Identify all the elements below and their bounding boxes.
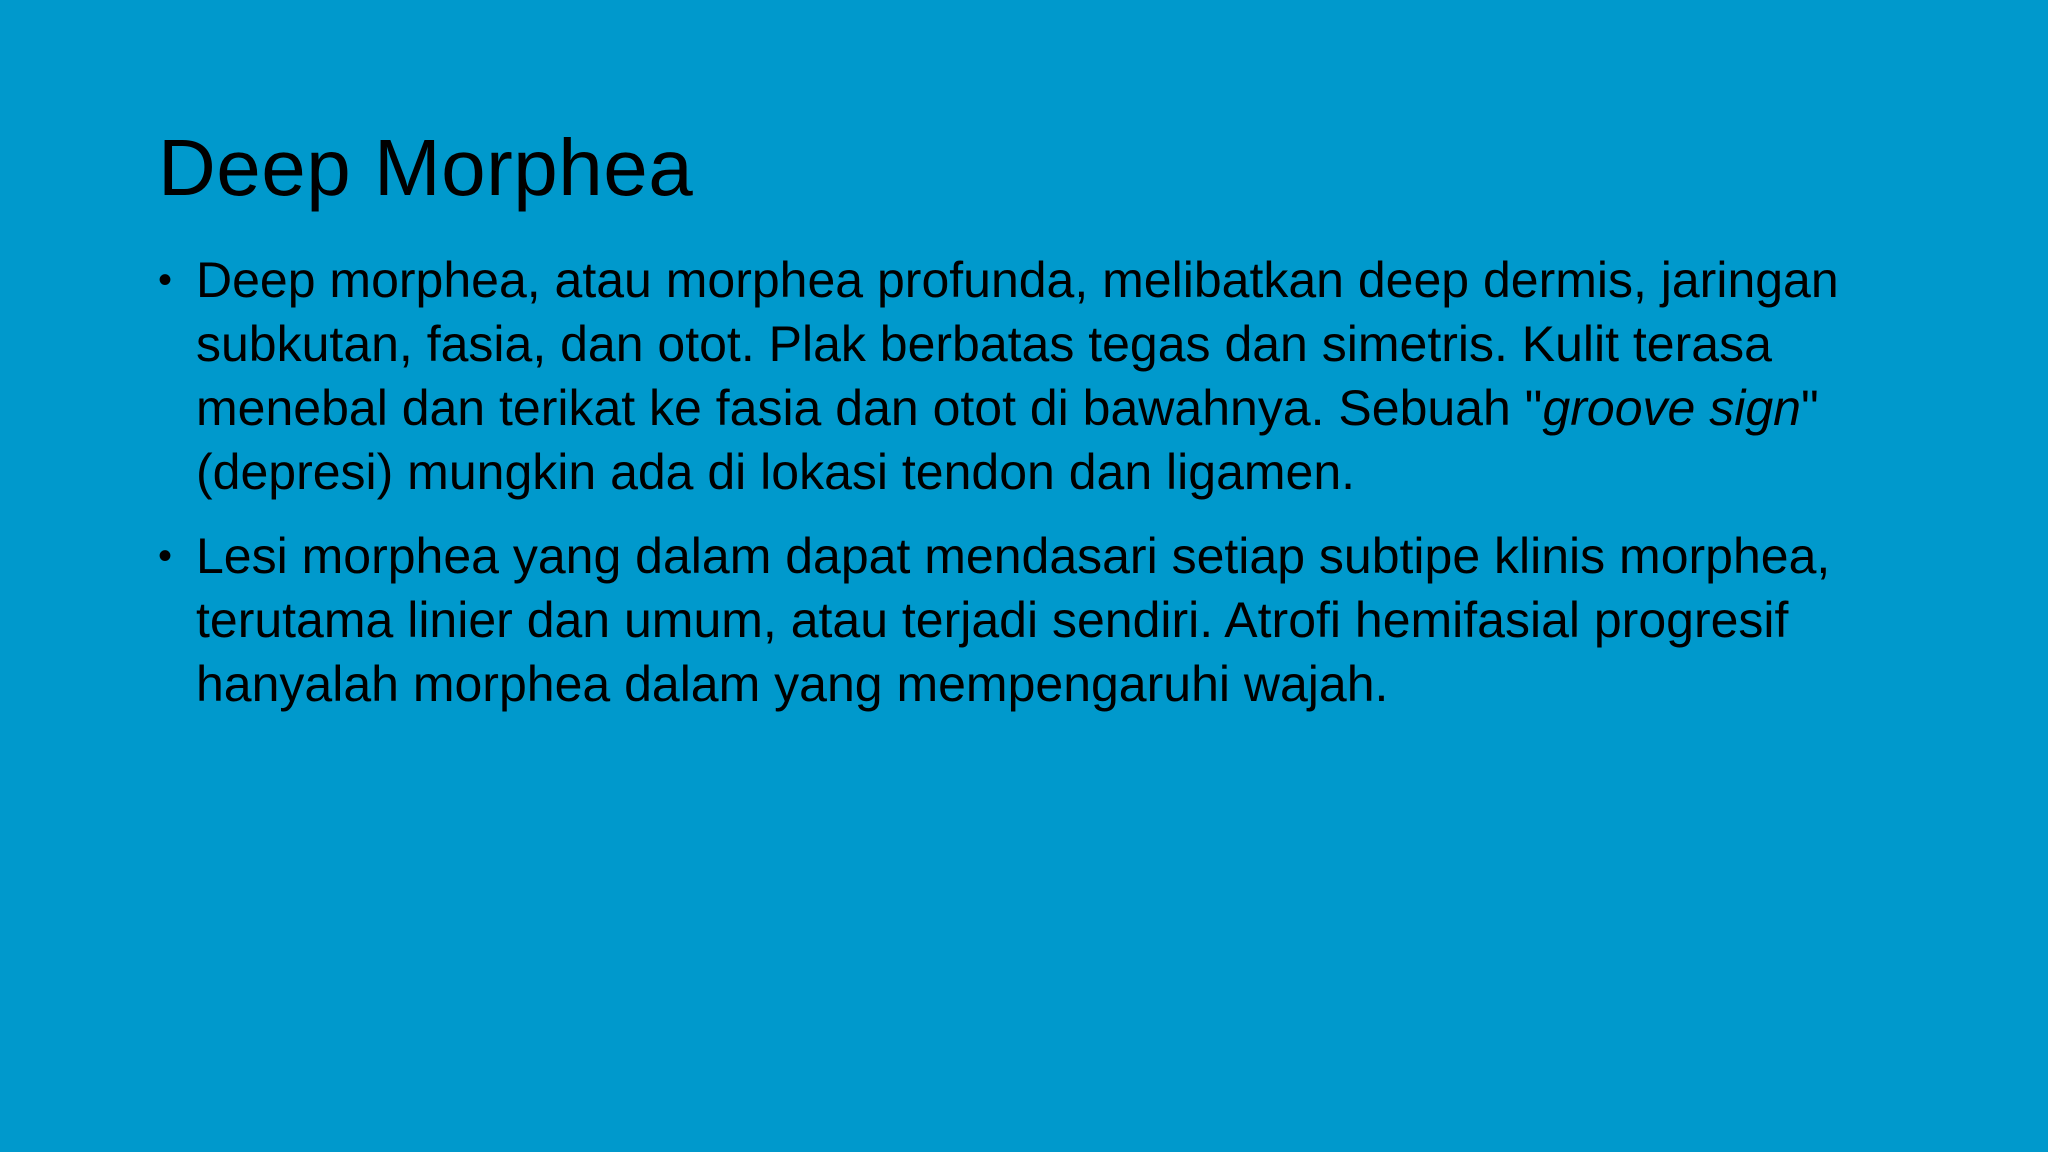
slide-content xyxy=(158,248,1878,736)
bullet-icon: • xyxy=(158,258,173,302)
bullet-1-text-start: Deep morphea, atau morphea profunda, melibatkan deep dermis, jaringan subkutan, fasia, dan otot. Plak berbatas tegas dan simetris. Kulit terasa menebal dan terikat ke fasia dan otot di bawahnya. Sebuah " xyxy=(196,252,1839,436)
slide-title: Deep Morphea xyxy=(158,123,694,212)
bullet-item-2 xyxy=(158,524,1878,716)
bullet-1-italic-term: groove sign xyxy=(1542,380,1801,436)
bullet-item-1 xyxy=(158,248,1878,504)
bullet-icon: • xyxy=(158,534,173,578)
bullet-2-text: Lesi morphea yang dalam dapat mendasari setiap subtipe klinis morphea, terutama linier dan umum, atau terjadi sendiri. Atrofi hemifasial progresif hanyalah morphea dalam yang mempengaruhi wajah. xyxy=(196,528,1831,712)
bullet-1-text-end: " (depresi) mungkin ada di lokasi tendon dan ligamen. xyxy=(196,380,1819,500)
